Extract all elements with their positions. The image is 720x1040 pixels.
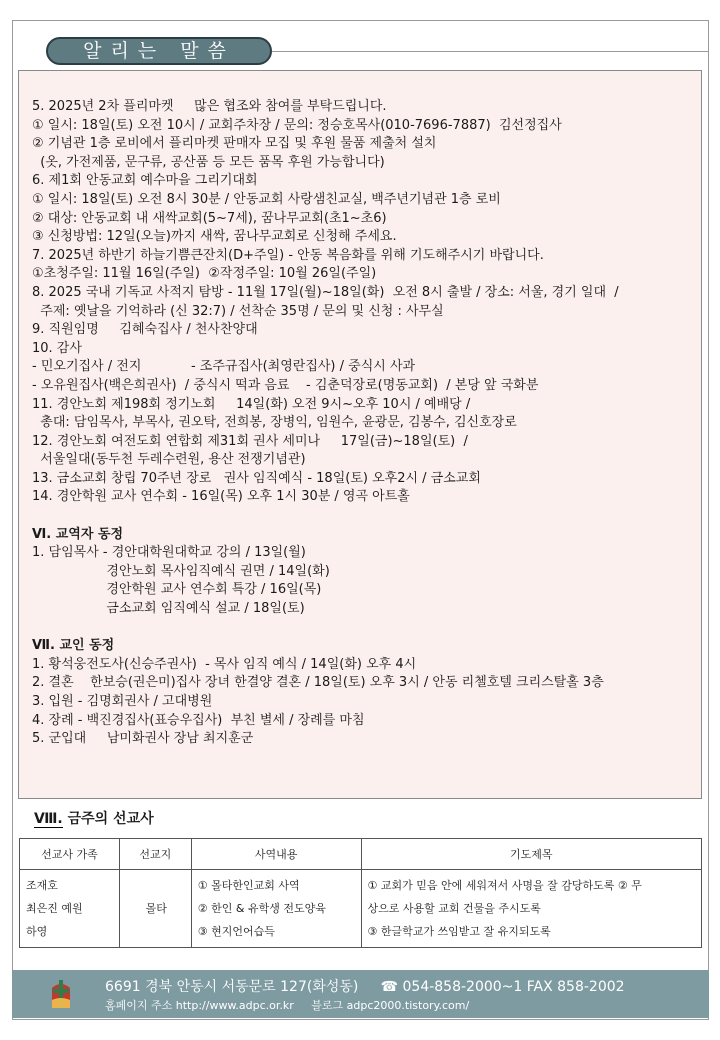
notice-line: 주제: 옛날을 기억하라 (신 32:7) / 선착순 35명 / 문의 및 신청 : 사무실: [32, 303, 444, 319]
notice-line: 12. 경안노회 여전도회 연합회 제31회 권사 세미나 17일(금)~18일(토) /: [32, 433, 468, 449]
notice-line: - 민오기집사 / 전지 - 조주규집사(최영란집사) / 중식시 사과: [32, 359, 416, 375]
members-line: 2. 결혼 한보승(권은미)집사 장녀 한결양 결혼 / 18일(토) 오후 3시 / 안동 리첼호텔 크리스탈홀 3층: [32, 675, 604, 691]
members-line: 5. 군입대 남미화권사 장남 최지훈군: [32, 731, 254, 747]
missionary-roman: Ⅷ.: [34, 811, 63, 827]
members-line: 1. 황석웅전도사(신승주권사) - 목사 임직 예식 / 14일(화) 오후 4시: [32, 656, 417, 672]
church-logo-icon: [48, 978, 74, 1010]
prayer-line: ③ 한글학교가 쓰임받고 잘 유지되도록: [367, 925, 551, 938]
notice-line: 8. 2025 국내 기독교 사적지 탐방 - 11월 17일(월)~18일(화) 오전 8시 출발 / 장소: 서울, 경기 일대 /: [32, 284, 619, 300]
work-item: ① 몰타한인교회 사역: [197, 879, 300, 892]
footer-web: 홈페이지 주소 http://www.adpc.or.kr 블로그 adpc2000.tistory.com/: [105, 999, 470, 1012]
header-family: 선교사 가족: [20, 839, 120, 870]
notice-line: 13. 금소교회 창립 70주년 장로 권사 임직예식 - 18일(토) 오후2시 / 금소교회: [32, 470, 481, 486]
notice-line: ② 대상: 안동교회 내 새싹교회(5~7세), 꿈나무교회(초1~초6): [32, 210, 387, 226]
title-divider: [272, 51, 709, 52]
table-row: [20, 870, 702, 948]
family-name: 조재호: [26, 879, 58, 892]
notice-line: 서울일대(동두천 두레수련원, 용산 전쟁기념관): [32, 452, 306, 468]
family-name: 하영: [26, 925, 48, 938]
notice-line: ①초청주일: 11월 16일(주일) ②작정주일: 10월 26일(주일): [32, 266, 377, 282]
notice-line: 14. 경안학원 교사 연수회 - 16일(목) 오후 1시 30분 / 영곡 아트홀: [32, 489, 410, 505]
work-item: ② 한인 & 유학생 전도양육: [197, 902, 326, 915]
minister-heading: Ⅵ. 교역자 동정: [32, 526, 124, 542]
notice-line: 10. 감사: [32, 340, 82, 356]
notice-line: (옷, 가전제품, 문구류, 공산품 등 모든 품목 후원 가능합니다): [32, 154, 385, 170]
minister-line: 금소교회 임직예식 설교 / 18일(토): [32, 601, 305, 617]
header-place: 선교지: [119, 839, 191, 870]
notice-line: ① 일시: 18일(토) 오전 8시 30분 / 안동교회 사랑샘친교실, 백주년기념관 1층 로비: [32, 191, 501, 207]
family-name: 최은진 예원: [26, 902, 83, 915]
notice-line: 11. 경안노회 제198회 정기노회 14일(화) 오전 9시~오후 10시 / 예배당 /: [32, 396, 471, 412]
notice-line: 총대: 담임목사, 부목사, 권오탁, 전희봉, 장병익, 임원수, 윤광문, 김봉수, 김신호장로: [32, 415, 517, 431]
table-header-row: [20, 839, 702, 870]
notice-line: 5. 2025년 2차 플리마켓 많은 협조와 참여를 부탁드립니다.: [32, 99, 387, 114]
members-heading: Ⅶ. 교인 동정: [32, 638, 115, 654]
notice-line: 6. 제1회 안동교회 예수마을 그리기대회: [32, 173, 258, 189]
work-cell: [191, 870, 361, 948]
missionary-table: [19, 838, 702, 948]
minister-line: 경안노회 목사임직예식 권면 / 14일(화): [32, 563, 330, 579]
prayer-line: 상으로 사용할 교회 건물을 주시도록: [367, 902, 541, 915]
notice-line: - 오유원집사(백은희권사) / 중식시 떡과 음료 - 김춘덕장로(명동교회) / 본당 앞 국화분: [32, 377, 539, 393]
work-item: ③ 현지언어습득: [197, 925, 275, 938]
notice-line: ③ 신청방법: 12일(오늘)까지 새싹, 꿈나무교회로 신청해 주세요.: [32, 229, 397, 245]
place-cell: 몰타: [119, 870, 191, 948]
footer-bar: [12, 970, 709, 1018]
prayer-line: ① 교회가 믿음 안에 세워져서 사명을 잘 감당하도록 ② 무: [367, 879, 642, 892]
notice-line: ② 기념관 1층 로비에서 플리마켓 판매자 모집 및 후원 물품 제출처 설치: [32, 136, 437, 152]
notice-line: 7. 2025년 하반기 하늘기쁨큰잔치(D+주일) - 안동 복음화를 위해 기도해주시기 바랍니다.: [32, 247, 544, 263]
header-prayer: 기도제목: [361, 839, 701, 870]
minister-line: 경안학원 교사 연수회 특강 / 16일(목): [32, 582, 322, 598]
missionary-heading: [34, 808, 154, 828]
members-line: 4. 장례 - 백진경집사(표승우집사) 부친 별세 / 장례를 마침: [32, 712, 365, 728]
family-cell: [20, 870, 120, 948]
missionary-title: 금주의 선교사: [67, 811, 154, 827]
footer-address: 6691 경북 안동시 서동문로 127(화성동) ☎ 054-858-2000~1 FAX 858-2002: [105, 979, 625, 995]
members-line: 3. 입원 - 김명회권사 / 고대병원: [32, 694, 213, 709]
prayer-cell: [361, 870, 701, 948]
minister-line: 1. 담임목사 - 경안대학원대학교 강의 / 13일(월): [32, 545, 306, 561]
header-work: 사역내용: [191, 839, 361, 870]
section-title: 알리는 말씀: [46, 37, 272, 65]
notice-body: [32, 98, 702, 749]
notice-line: 9. 직원임명 김혜숙집사 / 천사찬양대: [32, 322, 258, 338]
notice-line: ① 일시: 18일(토) 오전 10시 / 교회주차장 / 문의: 정승호목사(010-7696-7887) 김선정집사: [32, 117, 562, 133]
